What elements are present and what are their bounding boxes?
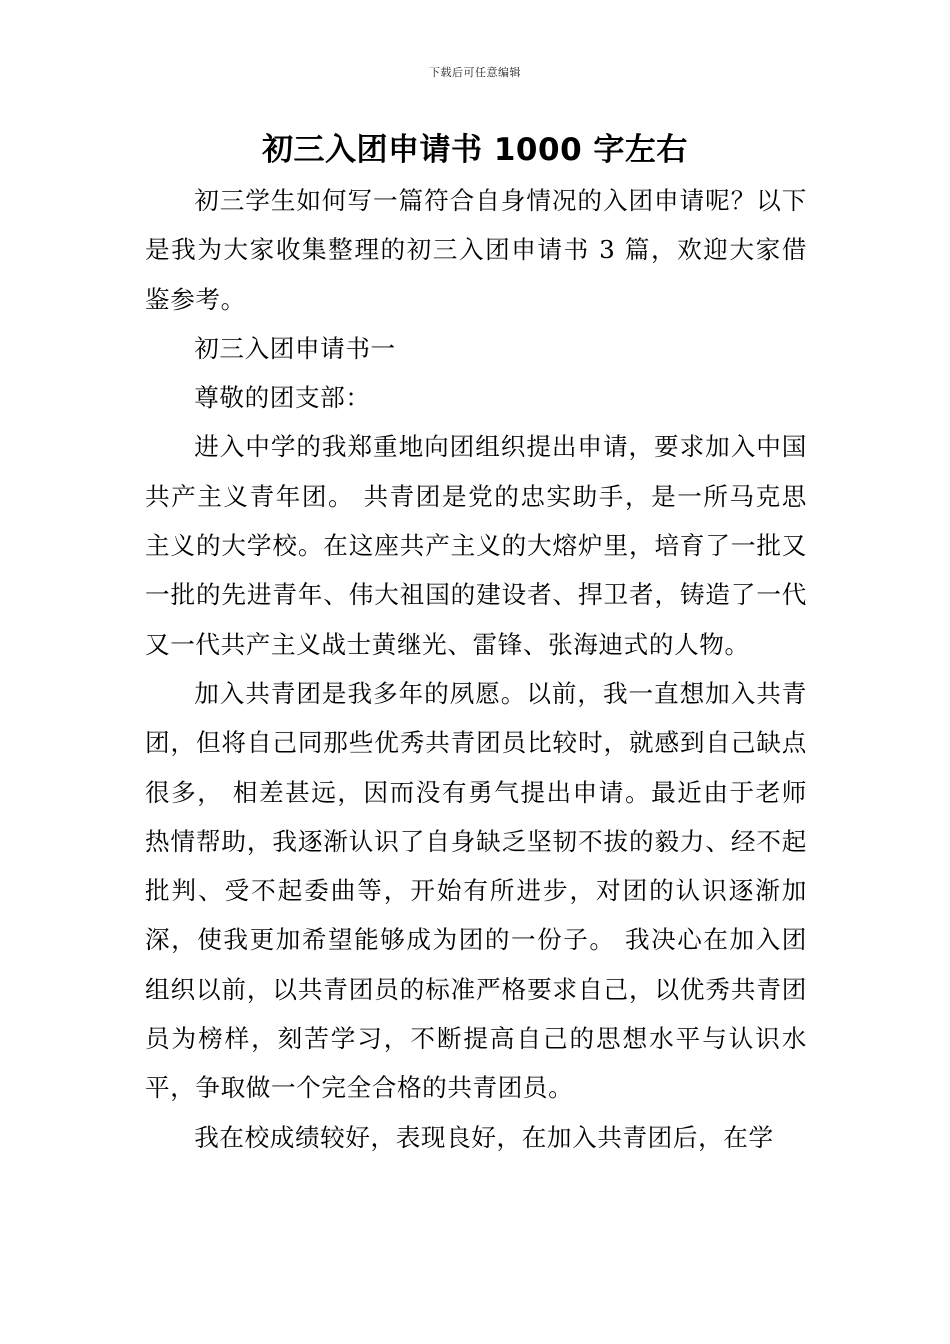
document-title: 初三入团申请书 1000 字左右	[262, 132, 688, 168]
intro-paragraph: 初三学生如何写一篇符合自身情况的入团申请呢？以下是我为大家收集整理的初三入团申请书 3 篇，欢迎大家借鉴参考。	[145, 186, 807, 314]
section-heading: 初三入团申请书一	[194, 333, 396, 363]
header-note: 下载后可任意编辑	[429, 66, 521, 79]
salutation: 尊敬的团支部：	[194, 383, 371, 413]
body-paragraph: 加入共青团是我多年的夙愿。以前，我一直想加入共青团，但将自己同那些优秀共青团员比较时，就感到自己缺点很多， 相差甚远，因而没有勇气提出申请。最近由于老师热情帮助，我逐渐认识了自身缺乏坚韧不拔的毅力、经不起批判、受不起委曲等，开始有所进步，对团的认识逐渐加深，使我更加希望能够成为团的一份子。 我决心在加入团组织以前，以共青团员的标准严格要求自己，以优秀共青团员为榜样，刻苦学习，不断提高自己的思想水平与认识水平，争取做一个完全合格的共青团员。	[145, 678, 807, 1103]
body-paragraph: 我在校成绩较好，表现良好，在加入共青团后，在学	[194, 1122, 774, 1152]
document-body	[145, 176, 807, 1162]
body-paragraph: 进入中学的我郑重地向团组织提出申请，要求加入中国共产主义青年团。 共青团是党的忠实助手，是一所马克思主义的大学校。在这座共产主义的大熔炉里，培育了一批又一批的先进青年、伟大祖国的建设者、捍卫者，铸造了一代又一代共产主义战士黄继光、雷锋、张海迪式的人物。	[145, 432, 807, 659]
